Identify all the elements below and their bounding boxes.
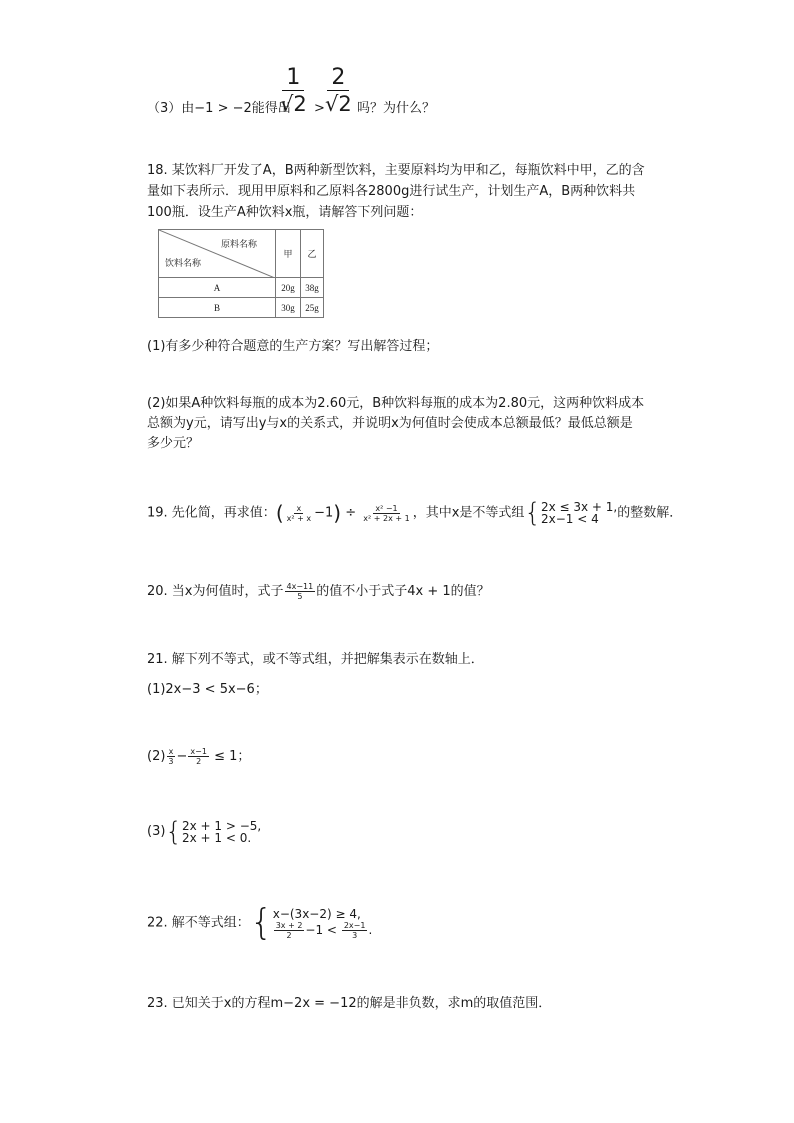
q19-suffix: 的整数解． (617, 505, 683, 521)
q19-ineq-1: 2x ≤ 3x + 1, (540, 500, 618, 514)
q21-part2-prefix: (2) (147, 749, 166, 764)
ingredient-table (158, 229, 324, 318)
q23: 23. 已知关于x的方程m−2x = −12的解是非负数，求m的取值范围． (147, 996, 552, 1011)
right-paren: ) (333, 501, 342, 525)
header-col-jia: 甲 (276, 230, 301, 278)
q21-p2-f1-numerator: x (168, 747, 174, 756)
left-paren: ( (275, 501, 284, 525)
q20-suffix: 的值不小于式子4x + 1的值？ (316, 584, 490, 599)
q20-numerator: 4x−11 (286, 582, 314, 591)
q22-prefix: 22. 解不等式组： (147, 915, 250, 931)
q21-part2-suffix: ≤ 1； (214, 749, 251, 764)
header-material-name: 原料名称 (220, 239, 257, 249)
q22-inequality-system (249, 902, 373, 943)
q21-p2-f1-denominator: 3 (168, 757, 174, 766)
q19-prefix: 19. 先化简，再求值： (147, 505, 276, 521)
q20-denominator: 5 (297, 592, 303, 601)
q22-mid: −1 < (305, 922, 337, 937)
q21-p3-ineq-1: 2x + 1 > −5, (181, 818, 262, 833)
q21-part3 (147, 817, 261, 847)
q18-part1: (1)有多少种符合题意的生产方案？写出解答过程； (147, 339, 439, 354)
q18-part2-line-3: 多少元？ (147, 436, 200, 451)
q21-p3-ineq-2: 2x + 1 < 0. (181, 830, 252, 845)
left-brace: { (524, 498, 541, 528)
row-b-jia: 30g (276, 298, 301, 318)
row-a-jia: 20g (276, 278, 301, 298)
q18-line-3: 100瓶．设生产A种饮料x瓶，请解答下列问题： (147, 205, 423, 220)
q17-part3 (147, 99, 291, 119)
header-drink-name: 饮料名称 (165, 258, 202, 268)
q21-part2 (147, 744, 250, 770)
q19-f1-denominator: x² + x (286, 513, 312, 523)
q17-fraction-1-numerator: 1 (282, 67, 304, 91)
q22-ineq-1: x−(3x−2) ≥ 4, (272, 906, 361, 921)
table-header-diagonal-cell (159, 230, 276, 278)
q22-f1-denominator: 2 (286, 930, 292, 940)
q20 (147, 579, 490, 605)
q22 (147, 902, 373, 943)
q19-f1-numerator: x (296, 503, 302, 513)
header-col-yi: 乙 (301, 230, 324, 278)
q20-fraction (285, 582, 316, 601)
q19-fraction-1 (285, 504, 313, 523)
row-b-name: B (159, 298, 276, 318)
q22-fraction-1 (274, 921, 305, 940)
q17-greater-sign: > (314, 101, 325, 116)
q19-ineq-2: 2x−1 < 4 (540, 512, 599, 526)
q17-fraction-1 (280, 67, 307, 116)
q21-part3-prefix: (3) (147, 824, 166, 839)
q21-p2-f2-denominator: 2 (196, 757, 202, 766)
q21-part1: (1)2x−3 < 5x−6； (147, 682, 268, 697)
q19-inequality-system (524, 500, 617, 526)
q19-mid: ，其中x是不等式组 (412, 505, 525, 521)
q19-minus-one: −1 (314, 505, 334, 521)
q18-line-1: 18. 某饮料厂开发了A，B两种新型饮料，主要原料均为甲和乙，每瓶饮料中甲，乙的含 (147, 163, 645, 178)
q20-prefix: 20. 当x为何值时，式子 (147, 584, 284, 599)
q17-fraction-2-numerator: 2 (327, 67, 349, 91)
row-b-yi: 25g (301, 298, 324, 318)
table-row (159, 298, 324, 318)
q19-divide: ÷ (345, 505, 357, 521)
q21-title: 21. 解下列不等式，或不等式组，并把解集表示在数轴上． (147, 652, 484, 667)
q19-fraction-2 (361, 504, 411, 523)
q18-part2-line-2: 总额为y元，请写出y与x的关系式，并说明x为何值时会使成本总额最低？最低总额是 (147, 416, 633, 431)
left-brace: { (165, 816, 182, 847)
diagonal-line (159, 230, 275, 278)
q18-part2-line-1: (2)如果A种饮料每瓶的成本为2.60元，B种饮料每瓶的成本为2.80元，这两种饮料成本 (147, 396, 645, 411)
q19 (147, 500, 682, 527)
left-brace: { (249, 902, 273, 943)
q22-fraction-2 (342, 921, 368, 940)
q17-fraction-1-denominator: √2 (280, 92, 307, 116)
q21-p2-f2-numerator: x−1 (190, 747, 207, 756)
q17-part3-prefix: （3）由−1 > −2能得出 (147, 101, 291, 116)
q21-part2-fraction-2 (188, 747, 209, 766)
q18-line-2: 量如下表所示．现用甲原料和乙原料各2800g进行试生产，计划生产A，B两种饮料共 (147, 184, 636, 199)
q17-fraction-2-denominator: √2 (325, 92, 352, 116)
q17-fraction-2 (325, 67, 352, 116)
q22-f1-numerator: 3x + 2 (275, 920, 303, 930)
q19-f2-denominator: x² + 2x + 1 (363, 513, 410, 523)
q21-part2-fraction-1 (166, 747, 175, 766)
row-a-name: A (159, 278, 276, 298)
q17-part3-suffix: 吗？为什么？ (357, 101, 436, 116)
q22-ineq-2 (273, 921, 373, 940)
row-a-yi: 38g (301, 278, 324, 298)
table-row (159, 278, 324, 298)
q19-f2-numerator: x² −1 (375, 503, 398, 513)
q21-part2-minus: − (176, 749, 188, 764)
q22-end: . (368, 922, 373, 937)
q22-f2-denominator: 3 (352, 930, 358, 940)
q22-f2-numerator: 2x−1 (343, 920, 366, 930)
q21-inequality-system (165, 816, 262, 847)
